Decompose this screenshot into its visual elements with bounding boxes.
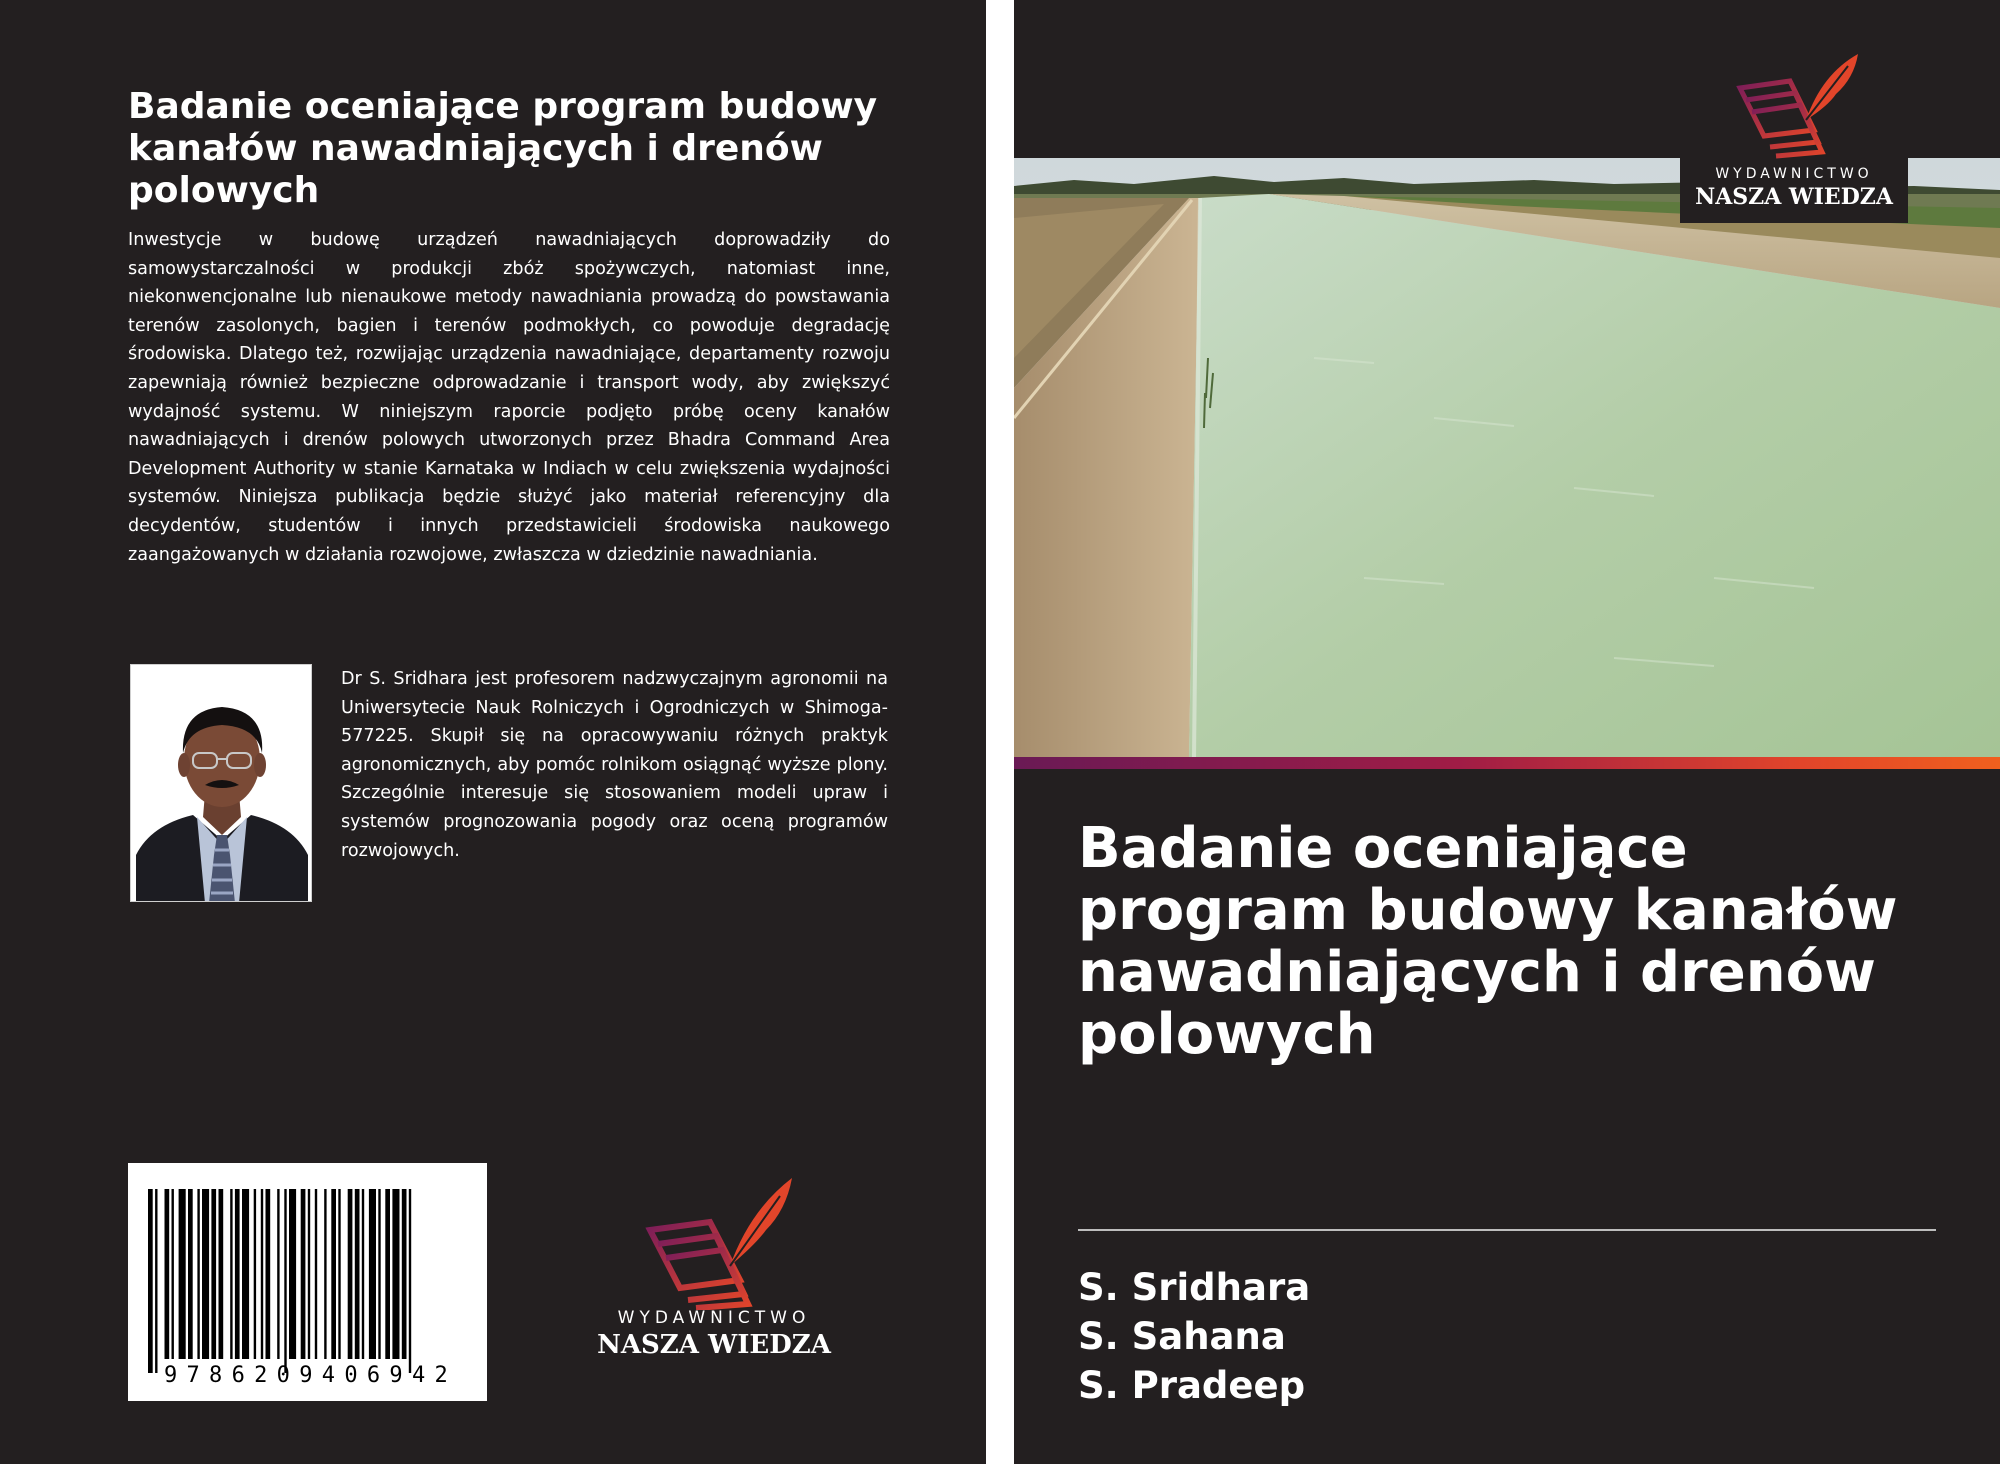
book-quill-logo-icon [580, 1170, 848, 1310]
author-name: S. Sridhara [1078, 1266, 1311, 1309]
publisher-line1: WYDAWNICTWO [1715, 166, 1873, 182]
barcode-bar [148, 1189, 153, 1373]
publisher-line1: WYDAWNICTWO [617, 1308, 811, 1328]
barcode-bar [277, 1189, 279, 1359]
barcode-bar [211, 1189, 216, 1359]
isbn-barcode [128, 1163, 487, 1401]
front-cover-title: Badanie oceniające program budowy kanałów nawadniających i drenów polowych [1078, 816, 1898, 1067]
spine-gap [986, 0, 1014, 1464]
cover-accent-stripe [1014, 757, 2000, 769]
barcode-bar [266, 1189, 271, 1359]
barcode-bar [301, 1189, 306, 1359]
back-cover-blurb: Inwestycje w budowę urządzeń nawadniających doprowadziły do samowystarczalności w produkcji zbóż spożywczych, natomiast inne, niekonwencjonalne lub nienaukowe metody nawadniania prowadzą do powstawania terenów zasolonych, bagien i terenów podmokłych, co powoduje degradację środowiska. Dlatego też, rozwijając urządzenia nawadniające, departamenty rozwoju zapewniają również bezpieczne odprowadzanie i transport wody, aby zwiększyć wydajność systemu. W niniejszym raporcie podjęto próbę oceny kanałów nawadniających i drenów polowych utworzonych przez Bhadra Command Area Development Authority w stanie Karnataka w Indiach w celu zwiększenia wydajności systemów. Niniejsza publikacja będzie służyć jako materiał referencyjny dla decydentów, studentów i innych przedstawicieli środowiska naukowego zaangażowanych w działania rozwojowe, zwłaszcza w dziedzinie nawadniania. [128, 230, 890, 565]
barcode-bar [402, 1189, 407, 1359]
barcode-bar [369, 1189, 376, 1359]
publisher-logo-back [580, 1170, 848, 1370]
barcode-bar [289, 1189, 296, 1359]
front-cover [1014, 0, 2000, 1464]
barcode-bar [197, 1189, 199, 1359]
barcode-bar [254, 1189, 256, 1359]
barcode-bar [172, 1189, 174, 1359]
barcode-bar [179, 1189, 186, 1359]
back-cover [0, 0, 986, 1464]
barcode-bar [331, 1189, 336, 1359]
publisher-line2: NASZA WIEDZA [597, 1330, 831, 1360]
author-name: S. Sahana [1078, 1315, 1286, 1358]
barcode-bar [392, 1189, 399, 1359]
barcode-bar [155, 1189, 157, 1373]
barcode-bar [308, 1189, 310, 1359]
barcode-bar [409, 1189, 411, 1373]
barcode-bar [188, 1189, 193, 1359]
barcode-bar [219, 1189, 224, 1359]
barcode-bar [202, 1189, 209, 1359]
back-cover-title: Badanie oceniające program budowy kanałów nawadniających i drenów polowych [128, 86, 878, 211]
barcode-bar [165, 1189, 170, 1359]
barcode-bar [362, 1189, 364, 1359]
author-photo [130, 664, 312, 902]
barcode-bar [261, 1189, 263, 1359]
barcode-bar [242, 1189, 249, 1359]
title-divider [1078, 1229, 1936, 1231]
barcode-bar [230, 1189, 232, 1359]
author-list [1078, 1263, 1310, 1410]
book-quill-logo-icon [1680, 48, 1908, 168]
barcode-bar [235, 1189, 240, 1359]
barcode-bar [348, 1189, 353, 1359]
isbn-digits: 9786209406942 [163, 1363, 458, 1388]
barcode-bar [338, 1189, 340, 1359]
barcode-bar [315, 1189, 317, 1359]
barcode-bar [324, 1189, 326, 1359]
cover-photo-irrigation-canal [1014, 158, 2000, 758]
author-name: S. Pradeep [1078, 1364, 1306, 1407]
publisher-line2: NASZA WIEDZA [1695, 184, 1893, 210]
author-bio: Dr S. Sridhara jest profesorem nadzwyczajnym agronomii na Uniwersytecie Nauk Rolniczych i Ogrodniczych w Shimoga-577225. Skupił się na opracowywaniu różnych praktyk agronomicznych, aby pomóc rolnikom osiągnąć wyższe plony. Szczególnie interesuje się stosowaniem modeli upraw i systemów prognozowania pogody oraz oceną programów rozwojowych. [341, 669, 888, 861]
barcode-bar [378, 1189, 380, 1359]
barcode-bar [284, 1189, 286, 1373]
barcode-bar [385, 1189, 390, 1359]
barcode-bar [355, 1189, 360, 1359]
publisher-logo-front [1680, 48, 1908, 223]
